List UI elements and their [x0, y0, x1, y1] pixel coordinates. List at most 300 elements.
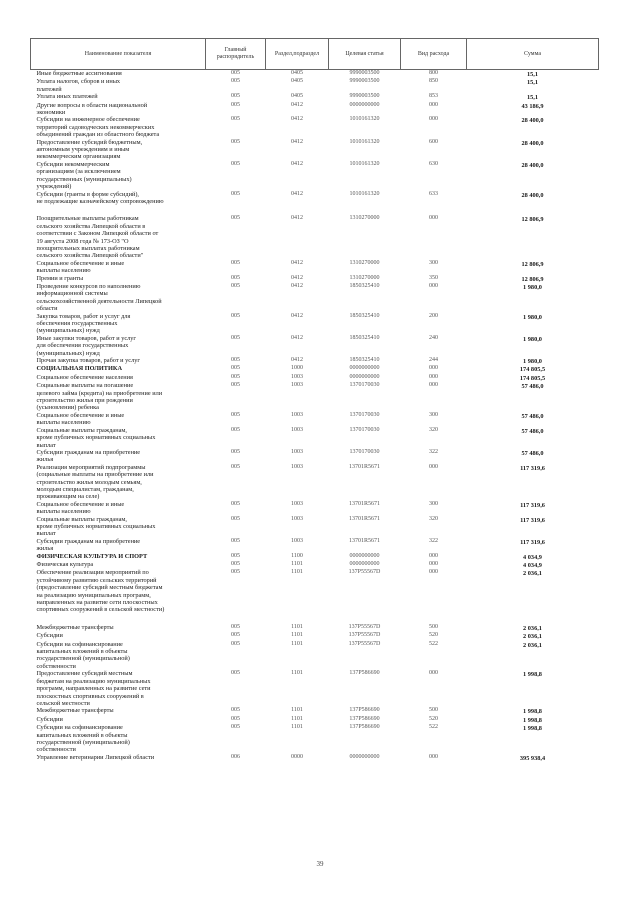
row-target: 137P586690	[349, 670, 380, 677]
row-manager: 005	[231, 623, 240, 630]
row-manager: 005	[231, 448, 240, 455]
header-manager: Главный распорядитель	[206, 39, 266, 70]
table-row	[31, 70, 599, 79]
table-row	[31, 275, 599, 283]
row-expense-type: 000	[429, 282, 438, 289]
row-name-line: Иные бюджетные ассигнования	[36, 70, 122, 77]
table-row	[31, 716, 599, 724]
table-row	[31, 561, 599, 569]
row-name-line: государственной (муниципальной)	[36, 738, 130, 746]
row-section: 1101	[291, 632, 303, 639]
row-name-line: Уплата налогов, сборов и иных	[36, 78, 121, 86]
row-amount: 1 980,0	[523, 313, 542, 321]
row-name-line: поощрительных выплатах работникам	[36, 244, 140, 252]
row-target: 13701R5671	[348, 463, 380, 470]
row-target: 1370170030	[349, 448, 380, 455]
row-name-line: собственности	[36, 662, 76, 670]
row-amount: 1 998,8	[523, 725, 542, 733]
row-name-line: Предоставление субсидий местным	[36, 670, 133, 678]
row-section: 0412	[291, 138, 303, 145]
row-amount: 2 036,1	[523, 624, 542, 632]
row-name-line: Другие вопросы в области национальной	[36, 101, 148, 109]
row-name	[31, 215, 206, 259]
row-expense-type: 300	[429, 500, 438, 507]
row-name-line: молодым специалистам, гражданам,	[36, 485, 134, 493]
row-expense-type: 322	[429, 448, 438, 455]
header-section: Раздел,подраздел	[266, 39, 329, 70]
row-target: 137P586690	[349, 724, 380, 731]
row-amount: 57 486,0	[521, 383, 544, 391]
row-name-line: капитальных вложений в объекты	[36, 731, 128, 739]
row-expense-type: 800	[429, 70, 438, 76]
row-name	[31, 382, 206, 412]
row-target: 13701R5671	[348, 500, 380, 507]
row-target: 1370170030	[349, 426, 380, 433]
row-amount: 43 186,9	[521, 102, 544, 110]
row-name-line: обеспечения государственных	[36, 320, 118, 327]
row-target: 1370170030	[349, 411, 380, 418]
row-name-line: Социальное обеспечение населения	[36, 373, 133, 381]
header-expense-type: Вид расхода	[401, 39, 467, 70]
row-target: 1010161320	[349, 160, 380, 167]
row-name-line: автономным учреждениям и иным	[36, 146, 130, 154]
row-name	[31, 464, 206, 501]
row-section: 0405	[291, 78, 303, 85]
row-name	[31, 670, 206, 707]
row-name-line: Уплата иных платежей	[36, 93, 98, 101]
row-section: 0412	[291, 282, 303, 289]
row-expense-type: 520	[429, 715, 438, 722]
row-name-line: Социальные выплаты на погашение	[36, 382, 134, 390]
table-row	[31, 78, 599, 93]
row-target: 1850325410	[349, 334, 380, 341]
row-name-line: сельского хозяйства Липецкой области в	[36, 222, 146, 230]
row-expense-type: 850	[429, 78, 438, 85]
row-section: 1101	[291, 670, 303, 677]
row-target: 137P586690	[349, 707, 380, 714]
row-manager: 005	[231, 190, 240, 197]
row-name-line: Межбюджетные трансферты	[36, 707, 114, 715]
row-manager: 005	[231, 411, 240, 418]
row-name-line: некоммерческим организациям	[36, 153, 121, 161]
row-target: 1370170030	[349, 382, 380, 389]
row-name-line: Социальное обеспечение и иные	[36, 411, 125, 419]
table-row	[31, 538, 599, 553]
row-name-line: Социальные выплаты гражданам,	[36, 426, 127, 434]
row-amount: 117 319,6	[520, 464, 545, 472]
row-section: 1101	[291, 569, 303, 576]
row-expense-type: 000	[429, 365, 438, 372]
row-name-line: соответствии с Законом Липецкой области от	[36, 230, 159, 238]
row-name-line: Субсидии	[36, 632, 63, 640]
row-expense-type: 320	[429, 515, 438, 522]
row-name	[31, 374, 206, 382]
row-section: 1003	[291, 537, 303, 544]
row-expense-type: 000	[429, 753, 438, 760]
row-expense-type: 000	[429, 569, 438, 576]
row-section: 1101	[291, 715, 303, 722]
row-name	[31, 553, 206, 561]
row-amount: 1 998,8	[523, 708, 542, 716]
row-section: 0412	[291, 259, 303, 266]
row-name-line: жилья	[36, 545, 54, 553]
row-amount: 1 980,0	[523, 283, 542, 291]
row-manager: 005	[231, 365, 240, 372]
row-name-line: выплаты населению	[36, 267, 91, 275]
row-name	[31, 501, 206, 516]
row-name	[31, 78, 206, 93]
row-section: 0412	[291, 190, 303, 197]
row-name-line: Проведение конкурсов по наполнению	[36, 282, 141, 290]
row-expense-type: 300	[429, 411, 438, 418]
row-name-line: строительство жилья молодым семьям,	[36, 478, 142, 486]
row-name-line: Предоставление субсидий бюджетным,	[36, 138, 143, 146]
row-target: 137P586690	[349, 715, 380, 722]
row-expense-type: 000	[429, 116, 438, 123]
row-name-line: государственной (муниципальной)	[36, 655, 130, 663]
row-name-line: Субсидии на софинансирование	[36, 724, 123, 732]
row-target: 0000000000	[349, 101, 380, 108]
row-name	[31, 427, 206, 449]
row-name	[31, 724, 206, 754]
row-amount: 117 319,6	[520, 501, 545, 509]
row-manager: 005	[231, 334, 240, 341]
row-section: 1101	[291, 623, 303, 630]
row-target: 1310270000	[349, 259, 380, 266]
row-amount: 12 806,9	[521, 275, 544, 283]
row-target: 1850325410	[349, 312, 380, 319]
row-name-line: проживающим на селе)	[36, 493, 100, 501]
row-name	[31, 260, 206, 275]
row-amount: 395 938,4	[519, 754, 546, 762]
row-name	[31, 624, 206, 632]
row-name-line: строительство жилья при рождении	[36, 397, 133, 405]
row-section: 0405	[291, 93, 303, 100]
table-row	[31, 553, 599, 561]
row-expense-type: 000	[429, 382, 438, 389]
row-name-line: Субсидии некоммерческим	[36, 160, 110, 168]
row-amount: 2 036,1	[523, 633, 542, 641]
row-section: 0412	[291, 116, 303, 123]
row-amount: 12 806,9	[521, 260, 544, 268]
row-name-line: (социальные выплаты на приобретение или	[36, 471, 154, 479]
row-section: 0412	[291, 334, 303, 341]
row-section: 1003	[291, 373, 303, 380]
row-name-line: Закупка товаров, работ и услуг для	[36, 312, 131, 320]
row-amount: 1 998,8	[523, 716, 542, 724]
row-name-line: Субсидии гражданам на приобретение	[36, 537, 141, 545]
row-target: 1850325410	[349, 282, 380, 289]
row-section: 0412	[291, 312, 303, 319]
row-name-line: не подлежащие казначейскому сопровождению	[36, 197, 164, 205]
row-amount: 1 998,8	[523, 671, 542, 679]
row-name-line: Прочая закупка товаров, работ и услуг	[36, 357, 140, 365]
row-name	[31, 102, 206, 117]
row-name-line: выплат	[36, 441, 56, 449]
row-target: 1010161320	[349, 138, 380, 145]
row-name-line: жилья	[36, 456, 54, 464]
row-expense-type: 853	[429, 93, 438, 100]
row-name	[31, 139, 206, 161]
budget-table	[30, 38, 599, 762]
table-row	[31, 335, 599, 357]
header-amount: Сумма	[467, 39, 599, 70]
row-target: 9990003500	[349, 93, 380, 100]
row-name-line: (усыновлении) ребенка	[36, 404, 99, 412]
row-name-line: выплаты населению	[36, 508, 91, 516]
row-name-line: Социальное обеспечение и иные	[36, 259, 125, 267]
row-target: 137P55567D	[348, 640, 381, 647]
row-name-line: устойчивому развитию сельских территорий	[36, 576, 157, 584]
row-manager: 005	[231, 426, 240, 433]
row-manager: 005	[231, 215, 240, 222]
row-manager: 005	[231, 312, 240, 319]
row-name-line: Премии и гранты	[36, 274, 84, 282]
row-name	[31, 191, 206, 206]
row-name-line: Субсидии гражданам на приобретение	[36, 448, 141, 456]
row-amount: 28 400,0	[521, 191, 544, 199]
row-manager: 005	[231, 670, 240, 677]
table-row	[31, 215, 599, 259]
row-manager: 005	[231, 569, 240, 576]
row-manager: 005	[231, 373, 240, 380]
table-row	[31, 707, 599, 715]
row-name	[31, 561, 206, 569]
row-name-line: Реализация мероприятий подпрограммы	[36, 463, 146, 471]
table-row	[31, 569, 599, 613]
row-expense-type: 500	[429, 623, 438, 630]
row-name-line: государственных (муниципальных)	[36, 175, 132, 183]
row-name	[31, 754, 206, 762]
table-row	[31, 624, 599, 632]
row-amount: 4 034,9	[523, 553, 542, 561]
row-name-line: выплат	[36, 530, 56, 538]
row-spacer	[31, 205, 599, 215]
row-expense-type: 244	[429, 357, 438, 364]
row-amount: 1 980,0	[523, 358, 542, 366]
row-manager: 005	[231, 561, 240, 567]
row-amount: 57 486,0	[521, 449, 544, 457]
header-target: Целевая статья	[329, 39, 401, 70]
row-target: 9990003500	[349, 78, 380, 85]
row-section: 1003	[291, 448, 303, 455]
row-section: 1101	[291, 561, 303, 567]
table-row	[31, 427, 599, 449]
row-name	[31, 632, 206, 640]
row-target: 1310270000	[349, 274, 380, 281]
row-expense-type: 320	[429, 426, 438, 433]
row-name-line: выплаты населению	[36, 419, 91, 427]
spacer-cell	[31, 205, 599, 215]
row-name-line: целевого займа (кредита) на приобретение или	[36, 389, 163, 397]
table-row	[31, 382, 599, 412]
row-section: 1003	[291, 500, 303, 507]
row-name	[31, 335, 206, 357]
row-name-line: собственности	[36, 746, 76, 754]
row-name-line: сельской местности	[36, 699, 90, 707]
row-manager: 005	[231, 116, 240, 123]
row-section: 0412	[291, 101, 303, 108]
row-manager: 005	[231, 382, 240, 389]
row-manager: 005	[231, 282, 240, 289]
table-row	[31, 191, 599, 206]
row-amount: 174 805,5	[519, 374, 546, 382]
row-name	[31, 538, 206, 553]
row-target: 137P55567D	[348, 632, 381, 639]
row-name-line: программ, направленных на развитие сети	[36, 685, 151, 693]
table-row	[31, 670, 599, 707]
row-name-line: Обеспечение реализации мероприятий по	[36, 569, 149, 577]
row-section: 1003	[291, 426, 303, 433]
row-amount: 28 400,0	[521, 117, 544, 125]
row-name-line: Поощрительные выплаты работникам	[36, 215, 139, 223]
row-name-line: кроме публичных нормативных социальных	[36, 434, 156, 442]
row-target: 1850325410	[349, 357, 380, 364]
row-target: 13701R5671	[348, 515, 380, 522]
row-expense-type: 000	[429, 561, 438, 567]
row-expense-type: 600	[429, 138, 438, 145]
table-row	[31, 374, 599, 382]
row-expense-type: 000	[429, 215, 438, 222]
row-target: 0000000000	[349, 552, 380, 559]
row-name-line: ФИЗИЧЕСКАЯ КУЛЬТУРА И СПОРТ	[36, 552, 148, 560]
table-row	[31, 102, 599, 117]
row-manager: 005	[231, 724, 240, 731]
row-amount: 2 036,1	[523, 570, 542, 578]
row-target: 137P55567D	[348, 569, 381, 576]
table-row	[31, 516, 599, 538]
row-manager: 005	[231, 357, 240, 364]
table-row	[31, 260, 599, 275]
table-row	[31, 754, 599, 762]
row-manager: 005	[231, 259, 240, 266]
row-name-line: экономики	[36, 109, 66, 117]
row-target: 0000000000	[349, 373, 380, 380]
row-expense-type: 522	[429, 640, 438, 647]
row-name	[31, 70, 206, 79]
row-expense-type: 000	[429, 101, 438, 108]
row-manager: 005	[231, 632, 240, 639]
row-manager: 005	[231, 70, 240, 76]
table-row	[31, 93, 599, 101]
row-amount: 117 319,6	[520, 538, 545, 546]
row-name-line: спортивных сооружений в сельской местности)	[36, 606, 165, 614]
row-name-line: (муниципальных) нужд	[36, 327, 100, 335]
row-amount: 28 400,0	[521, 161, 544, 169]
row-amount: 15,1	[526, 79, 539, 87]
row-manager: 005	[231, 101, 240, 108]
row-section: 0000	[291, 753, 303, 760]
row-amount: 2 036,1	[523, 641, 542, 649]
row-name	[31, 93, 206, 101]
row-section: 1101	[291, 724, 303, 731]
row-name	[31, 313, 206, 335]
row-manager: 005	[231, 707, 240, 714]
row-name-line: плоскостных спортивных сооружений в	[36, 692, 144, 700]
row-name	[31, 283, 206, 313]
row-amount: 15,1	[526, 94, 539, 102]
row-section: 0412	[291, 215, 303, 222]
row-name-line: платежей	[36, 85, 62, 93]
row-manager: 006	[231, 753, 240, 760]
row-expense-type: 000	[429, 463, 438, 470]
row-expense-type: 200	[429, 312, 438, 319]
row-expense-type: 350	[429, 274, 438, 281]
row-manager: 005	[231, 138, 240, 145]
row-manager: 005	[231, 500, 240, 507]
row-expense-type: 000	[429, 552, 438, 559]
row-name-line: СОЦИАЛЬНАЯ ПОЛИТИКА	[36, 365, 122, 373]
row-name-line: 19 августа 2008 года № 173-ОЗ "О	[36, 237, 129, 245]
row-name	[31, 412, 206, 427]
row-name-line: учреждений)	[36, 183, 72, 191]
row-section: 0412	[291, 357, 303, 364]
row-expense-type: 630	[429, 160, 438, 167]
row-target: 0000000000	[349, 561, 380, 567]
row-name-line: Физическая культура	[36, 561, 94, 568]
row-expense-type: 522	[429, 724, 438, 731]
table-row	[31, 412, 599, 427]
table-row	[31, 501, 599, 516]
row-target: 9990003500	[349, 70, 380, 76]
row-name	[31, 569, 206, 613]
row-section: 1101	[291, 640, 303, 647]
row-expense-type: 633	[429, 190, 438, 197]
row-name-line: (предоставление субсидий местным бюджетам	[36, 584, 163, 592]
row-target: 1010161320	[349, 190, 380, 197]
row-expense-type: 300	[429, 259, 438, 266]
row-expense-type: 520	[429, 632, 438, 639]
row-amount: 117 319,6	[520, 516, 545, 524]
row-manager: 005	[231, 515, 240, 522]
row-target: 0000000000	[349, 365, 380, 372]
row-amount: 4 034,9	[523, 562, 542, 569]
row-name-line: сельского хозяйства Липецкой области"	[36, 252, 144, 260]
row-name	[31, 161, 206, 191]
row-target: 0000000000	[349, 753, 380, 760]
row-amount: 57 486,0	[521, 427, 544, 435]
row-amount: 1 980,0	[523, 335, 542, 343]
row-amount: 15,1	[526, 71, 539, 78]
table-row	[31, 449, 599, 464]
row-name-line: кроме публичных нормативных социальных	[36, 522, 156, 530]
row-name	[31, 707, 206, 715]
row-expense-type: 500	[429, 707, 438, 714]
row-expense-type: 240	[429, 334, 438, 341]
row-section: 1003	[291, 463, 303, 470]
row-manager: 005	[231, 463, 240, 470]
row-section: 0405	[291, 70, 303, 76]
row-target: 137P55567D	[348, 623, 381, 630]
row-name	[31, 516, 206, 538]
page-number: 39	[316, 860, 324, 868]
row-expense-type: 000	[429, 373, 438, 380]
row-name	[31, 275, 206, 283]
row-name-line: территорий садоводческих некоммерческих	[36, 123, 155, 131]
row-target: 1010161320	[349, 116, 380, 123]
row-target: 13701R5671	[348, 537, 380, 544]
row-name-line: области	[36, 305, 58, 313]
row-name-line: на реализацию муниципальных программ,	[36, 591, 151, 599]
row-name-line: Межбюджетные трансферты	[36, 623, 114, 631]
table-row	[31, 357, 599, 365]
row-name	[31, 357, 206, 365]
table-row	[31, 161, 599, 191]
header-name: Наименование показателя	[31, 39, 206, 70]
row-name-line: Субсидии на софинансирование	[36, 640, 123, 648]
table-row	[31, 724, 599, 754]
row-name-line: Субсидии (гранты в форме субсидий),	[36, 190, 139, 198]
